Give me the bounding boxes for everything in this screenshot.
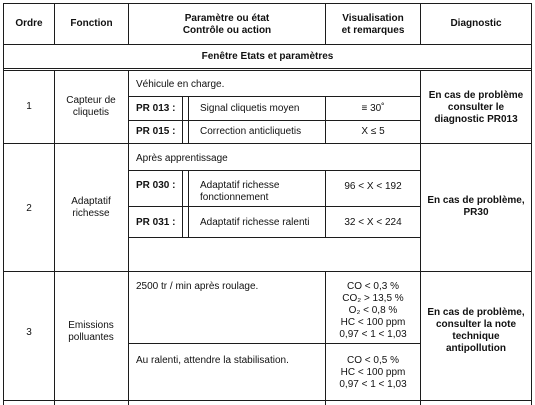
rule (3, 271, 532, 272)
row2-param1-label: Adaptatif richesse fonctionnement (200, 180, 280, 203)
rule (3, 400, 532, 401)
rule (129, 237, 420, 238)
header-diagnostic: Diagnostic (450, 18, 502, 29)
row3-ordre: 3 (26, 327, 32, 338)
row1-ordre: 1 (26, 101, 32, 112)
header-visu-line1: Visualisation (342, 13, 404, 24)
rule (129, 343, 420, 344)
row3-value4: HC < 100 ppm (340, 317, 406, 328)
row1-param1-value: ≡ 30˚ (361, 103, 385, 114)
row1-fonction: Capteur de cliquetis (66, 95, 116, 118)
row2-ordre: 2 (26, 203, 32, 214)
row1-diagnostic: En cas de problème consulter le diagnostic PR013 (428, 90, 524, 125)
rule (182, 170, 183, 238)
row3-value1: CO < 0,3 % (347, 281, 399, 292)
rule (3, 70, 532, 71)
header-param-line2: Contrôle ou action (182, 25, 272, 36)
row1-param1-label: Signal cliquetis moyen (200, 103, 300, 114)
rule (129, 120, 420, 121)
rule (182, 96, 183, 144)
row3-condition1: 2500 tr / min après roulage. (136, 281, 259, 292)
row3-value7: HC < 100 ppm (340, 367, 406, 378)
header-ordre: Ordre (15, 18, 43, 29)
row2-param2-code: PR 031 : (136, 217, 176, 228)
row2-diagnostic: En cas de problème, PR30 (427, 195, 525, 218)
rule (3, 3, 532, 4)
row2-param2-label: Adaptatif richesse ralenti (200, 217, 310, 228)
rule (188, 170, 189, 238)
row3-fonction: Emissions polluantes (68, 320, 114, 343)
header-param-line1: Paramètre ou état (184, 13, 270, 24)
section-title: Fenêtre Etats et paramètres (201, 51, 334, 62)
row3-value3: O₂ < 0,8 % (348, 305, 398, 316)
rule (129, 170, 420, 171)
rule (3, 44, 532, 45)
row1-param2-code: PR 015 : (136, 126, 176, 137)
row3-diagnostic: En cas de problème, consulter la note technique antipollution (427, 307, 525, 354)
row1-param1-code: PR 013 : (136, 103, 176, 114)
row3-value8: 0,97 < 1 < 1,03 (339, 379, 407, 390)
rule (54, 70, 55, 405)
row2-param2-value: 32 < X < 224 (344, 217, 402, 228)
row3-value5: 0,97 < 1 < 1,03 (339, 329, 407, 340)
rule (420, 70, 421, 405)
rule (129, 206, 420, 207)
rule (3, 68, 532, 69)
row1-condition: Véhicule en charge. (136, 79, 225, 90)
rule (531, 3, 532, 405)
row2-fonction: Adaptatif richesse (71, 196, 111, 219)
row3-value6: CO < 0,5 % (347, 355, 399, 366)
rule (188, 96, 189, 144)
row2-condition: Après apprentissage (136, 153, 228, 164)
rule (129, 96, 420, 97)
row3-value2: CO₂ > 13,5 % (342, 293, 404, 304)
rule (128, 70, 129, 405)
row3-condition2: Au ralenti, attendre la stabilisation. (136, 355, 289, 366)
rule (3, 143, 532, 144)
row2-param1-code: PR 030 : (136, 180, 176, 191)
row1-param2-value: X ≤ 5 (361, 126, 385, 137)
header-fonction: Fonction (70, 18, 113, 29)
header-visu-line2: et remarques (341, 25, 405, 36)
row2-param1-value: 96 < X < 192 (344, 181, 402, 192)
row1-param2-label: Correction anticliquetis (200, 126, 302, 137)
